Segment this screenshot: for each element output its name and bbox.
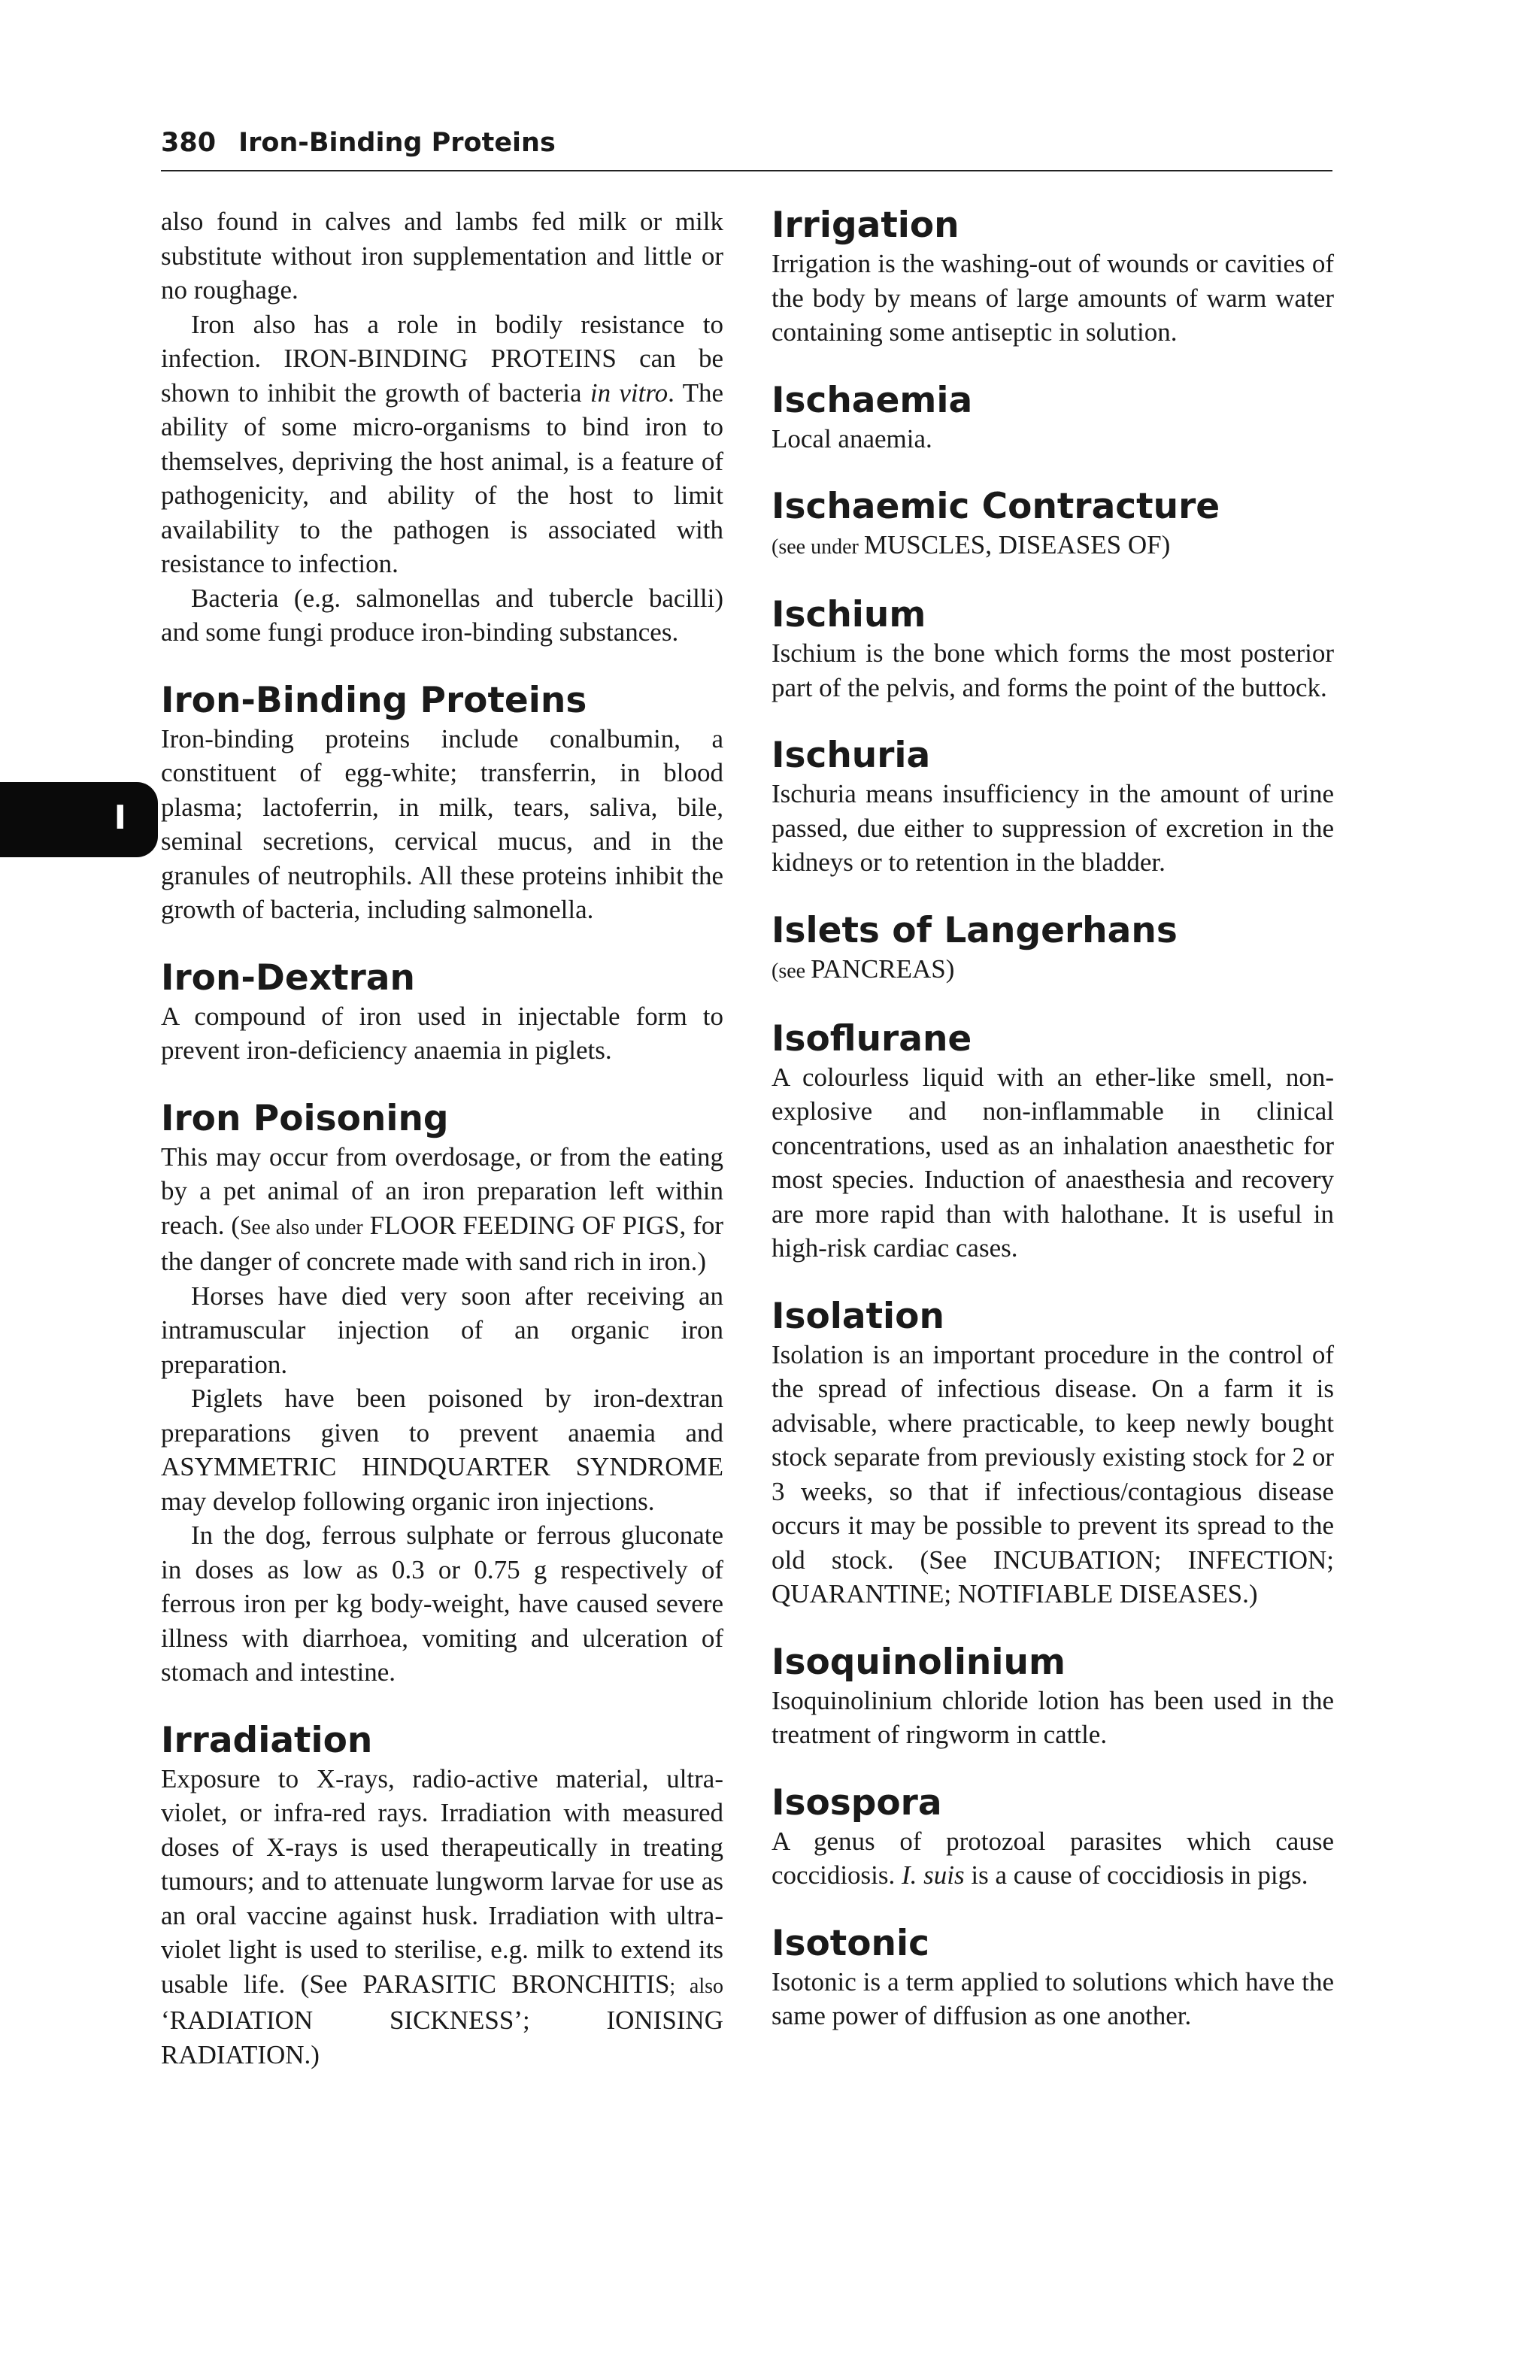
right-column xyxy=(772,205,1334,2033)
cross-reference: IONISING RADIATION xyxy=(161,2006,723,2069)
thumb-index-tab xyxy=(0,782,158,857)
entry-body-iron-poisoning-4: In the dog, ferrous sulphate or ferrous gluconate in doses as low as 0.3 or 0.75 g respectively of ferrous iron per kg body-weight, have caused severe illness with diarrhoea, vomiting and ulceration of stomach and intestine. xyxy=(161,1520,723,1687)
cross-reference: FLOOR FEEDING OF PIGS xyxy=(369,1210,680,1240)
cross-reference: ASYMMETRIC HINDQUARTER SYNDROME xyxy=(161,1452,723,1481)
entry-body-irrigation: Irrigation is the washing-out of wounds or cavities of the body by means of large amounts of warm water containing some antiseptic in solution. xyxy=(772,249,1334,347)
entry-body-iron-poisoning-1: This may occur from overdosage, or from the eating by a pet animal of an iron preparation left within reach. (See also under FLOOR FEEDING OF PIGS, for the danger of concrete made with sand rich in iron.) xyxy=(161,1141,724,1276)
see-reference-islets: (see PANCREAS) xyxy=(772,954,955,984)
entry-heading-isolation: Isolation xyxy=(772,1295,944,1337)
entry-body-isoflurane: A colourless liquid with an ether-like smell, non-explosive and non-inflammable in clinical concentrations, used as an inhalation anaesthetic for most species. Induction of anaesthesia and recovery are more rapid than with halothane. It is useful in high-risk cardiac cases. xyxy=(772,1062,1334,1263)
entry-heading-isoquinolinium: Isoquinolinium xyxy=(772,1641,1066,1683)
cross-reference: PARASITIC BRONCHITIS xyxy=(362,1969,670,1999)
left-column xyxy=(161,205,723,2072)
entry-body-isospora: A genus of protozoal parasites which cause coccidiosis. I. suis is a cause of coccidiosis in pigs. xyxy=(772,1826,1334,1890)
cross-reference: MUSCLES, DISEASES OF xyxy=(863,530,1162,559)
entry-body-isotonic: Isotonic is a term applied to solutions which have the same power of diffusion as one another. xyxy=(772,1966,1334,2030)
running-head xyxy=(161,126,1332,171)
entry-heading-isospora: Isospora xyxy=(772,1781,942,1824)
entry-body-iron-poisoning-2: Horses have died very soon after receiving an intramuscular injection of an organic iron preparation. xyxy=(161,1281,723,1379)
entry-body-isolation: Isolation is an important procedure in the control of the spread of infectious disease. On a farm it is advisable, where practicable, to keep newly bought stock separate from previously existing stock for 2 or 3 weeks, so that if infectious/contagious disease occurs it may be possible to prevent its spread to the old stock. (See INCUBATION; INFECTION; QUARANTINE; NOTIFIABLE DISEASES.) xyxy=(772,1339,1335,1608)
entry-heading-iron-poisoning: Iron Poisoning xyxy=(161,1097,449,1139)
entry-heading-ischaemic-contracture: Ischaemic Contracture xyxy=(772,486,1220,527)
entry-heading-irrigation: Irrigation xyxy=(772,205,959,246)
entry-body-ischuria: Ischuria means insufficiency in the amount of urine passed, due either to suppression of excretion in the kidneys or to retention in the bladder. xyxy=(772,779,1334,877)
entry-heading-isotonic: Isotonic xyxy=(772,1922,929,1964)
entry-body-iron-dextran: A compound of iron used in injectable form to prevent iron-deficiency anaemia in piglets. xyxy=(161,1001,723,1065)
intro-paragraph-2: Iron also has a role in bodily resistance to infection. IRON-BINDING PROTEINS can be shown to inhibit the growth of bacteria in vitro. The ability of some micro-organisms to bind iron to themselves, depriving the host animal, is a feature of pathogenicity, and ability of the host to limit availability to the pathogen is associated with resistance to infection. xyxy=(161,309,723,578)
entry-heading-ischuria: Ischuria xyxy=(772,735,931,776)
intro-paragraph-1: also found in calves and lambs fed milk or milk substitute without iron supplementation and little or no roughage. xyxy=(161,207,723,305)
entry-heading-isoflurane: Isoflurane xyxy=(772,1017,972,1060)
entry-body-ischaemia: Local anaemia. xyxy=(772,423,932,453)
entry-heading-ischaemia: Ischaemia xyxy=(772,379,973,421)
entry-heading-irradiation: Irradiation xyxy=(161,1719,373,1761)
running-head-title: Iron-Binding Proteins xyxy=(238,128,556,158)
thumb-index-letter: I xyxy=(114,799,126,837)
entry-heading-ischium: Ischium xyxy=(772,594,926,635)
entry-body-iron-binding-proteins: Iron-binding proteins include conalbumin, a constituent of egg-white; transferrin, in blood plasma; lactoferrin, in milk, tears, saliva, bile, seminal secretions, cervical mucus, and in the granules of neutrophils. All these proteins inhibit the growth of bacteria, including salmonella. xyxy=(161,723,723,924)
entry-body-iron-poisoning-3: Piglets have been poisoned by iron-dextran preparations given to prevent anaemia and ASYMMETRIC HINDQUARTER SYNDROME may develop following organic iron injections. xyxy=(161,1384,723,1516)
page-number: 380 xyxy=(161,128,217,158)
intro-paragraph-3: Bacteria (e.g. salmonellas and tubercle bacilli) and some fungi produce iron-binding substances. xyxy=(161,583,723,647)
see-reference-ischaemic-contracture: (see under MUSCLES, DISEASES OF) xyxy=(772,530,1171,559)
cross-reference: IRON-BINDING PROTEINS xyxy=(283,344,617,373)
cross-reference: PANCREAS xyxy=(811,954,946,984)
entry-heading-islets-of-langerhans: Islets of Langerhans xyxy=(772,909,1178,951)
entry-body-isoquinolinium: Isoquinolinium chloride lotion has been used in the treatment of ringworm in cattle. xyxy=(772,1685,1334,1749)
entry-heading-iron-dextran: Iron-Dextran xyxy=(161,957,415,999)
cross-reference: ‘RADIATION SICKNESS’ xyxy=(161,2006,523,2035)
cross-reference: INCUBATION; INFECTION; QUARANTINE; NOTIFIABLE DISEASES. xyxy=(772,1545,1335,1608)
entry-body-ischium: Ischium is the bone which forms the most posterior part of the pelvis, and forms the point of the buttock. xyxy=(772,638,1334,702)
entry-body-irradiation: Exposure to X-rays, radio-active material, ultra-violet, or infra-red rays. Irradiation with measured doses of X-rays is used therapeutically in treating tumours; and to attenuate lungworm larvae for use as an oral vaccine against husk. Irradiation with ultra-violet light is used to sterilise, e.g. milk to extend its usable life. (See PARASITIC BRONCHITIS; also ‘RADIATION SICKNESS’; IONISING RADIATION.) xyxy=(161,1763,723,2069)
entry-heading-iron-binding-proteins: Iron-Binding Proteins xyxy=(161,679,587,721)
